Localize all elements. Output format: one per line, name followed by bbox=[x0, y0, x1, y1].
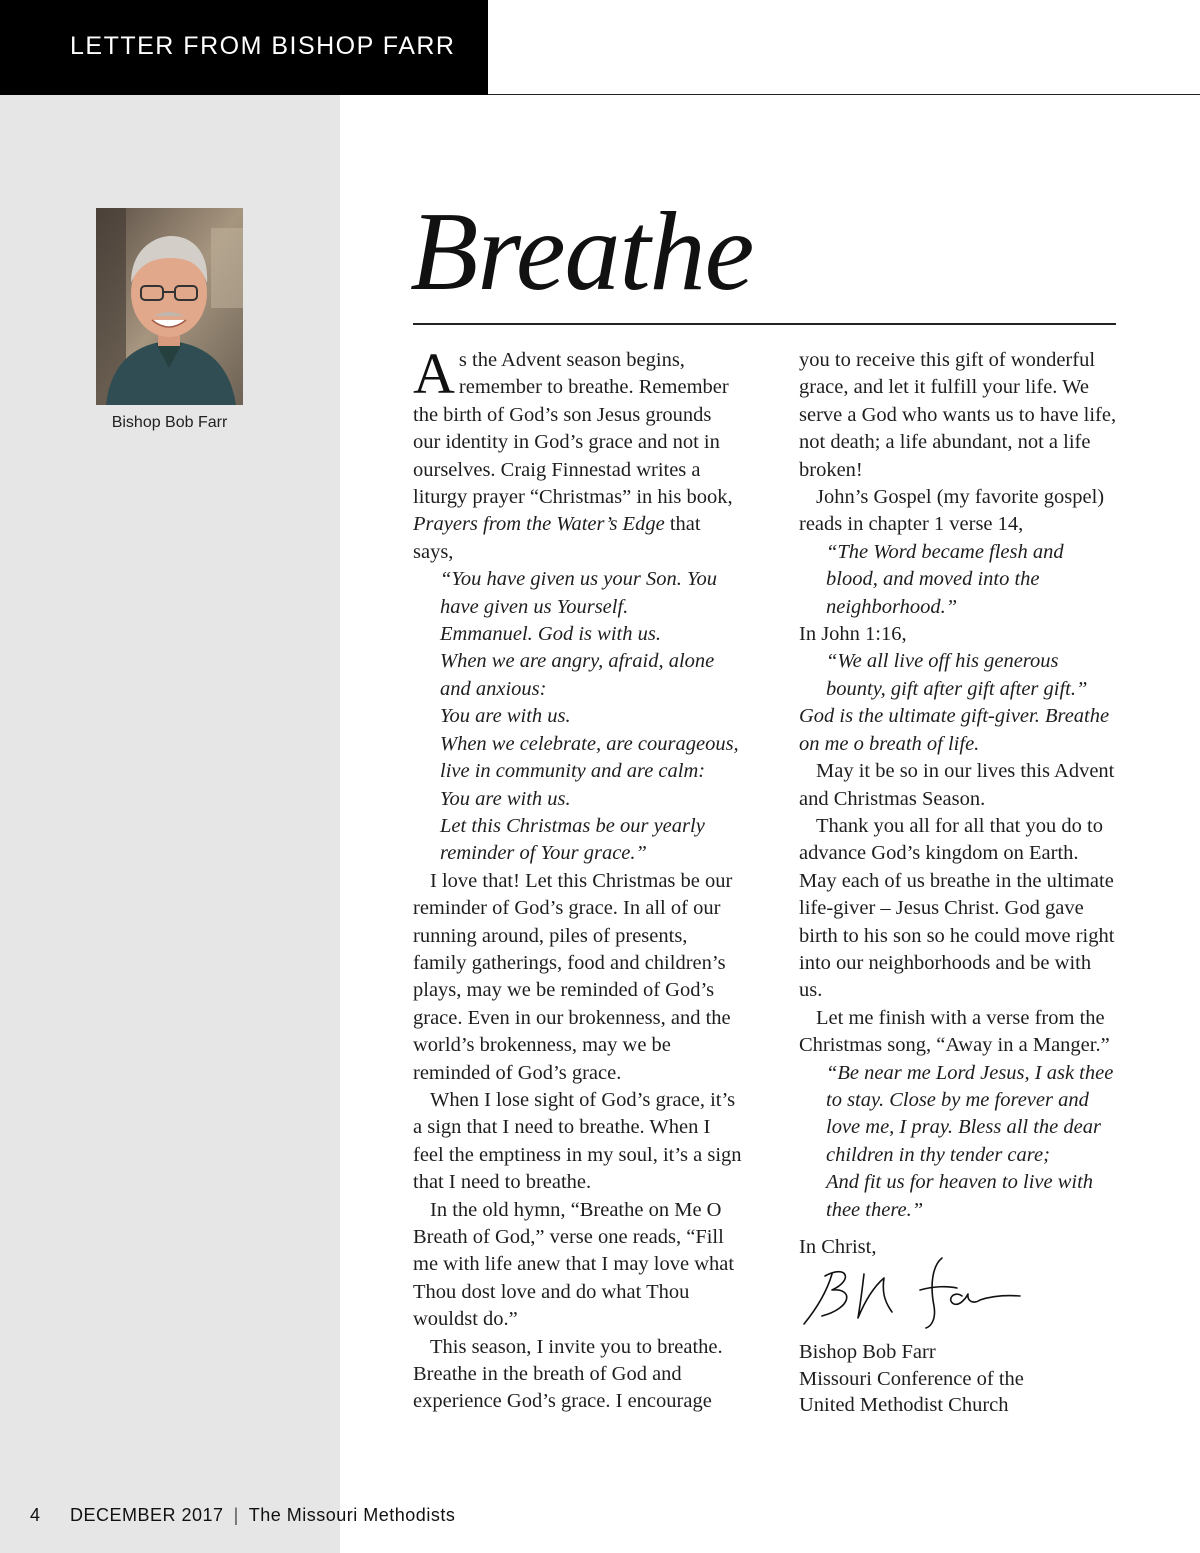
opening-text: s the Advent season begins, remember to breathe. Remember the birth of God’s son Jesus grounds our identity in God’s grace and not in ourselves. Craig Finnestad writes a liturgy prayer “Christmas” in his book, bbox=[413, 349, 733, 509]
issue-date: DECEMBER 2017 bbox=[70, 1505, 224, 1525]
prayer-line: You are with us. bbox=[440, 705, 571, 728]
continued-paragraph: you to receive this gift of wonderful grace, and let it fulfill your life. We serve a God who wants us to have life, not death; a life abundant, not a life broken! bbox=[799, 349, 1117, 481]
scripture-reference: In John 1:16, bbox=[799, 623, 907, 646]
opening-paragraph bbox=[413, 341, 743, 566]
signer-name: Bishop Bob Farr bbox=[799, 1341, 936, 1363]
article-column-1 bbox=[413, 341, 743, 1416]
closing-salutation: In Christ, bbox=[799, 1236, 877, 1258]
header-rule bbox=[488, 94, 1200, 95]
article-title: Breathe bbox=[410, 190, 754, 314]
hymn-verse: “Be near me Lord Jesus, I ask thee to stay. Close by me forever and love me, I pray. Bless all the dear children in thy tender care; bbox=[826, 1061, 1114, 1166]
prayer-line: “You have given us your Son. You have given us Yourself. bbox=[440, 568, 717, 618]
body-paragraph: This season, I invite you to breathe. Breathe in the breath of God and experience God’s grace. I encourage bbox=[413, 1335, 723, 1413]
gospel-intro: John’s Gospel (my favorite gospel) reads in chapter 1 verse 14, bbox=[799, 486, 1105, 536]
opening-text-end: that says, bbox=[413, 513, 701, 563]
signature-block bbox=[799, 1339, 1024, 1419]
scripture-quote: “We all live off his generous bounty, gift after gift after gift.” bbox=[826, 650, 1088, 700]
body-paragraph: In the old hymn, “Breathe on Me O Breath of God,” verse one reads, “Fill me with life anew that I may love what Thou dost love and do what Thou wouldst do.” bbox=[413, 1198, 735, 1331]
book-title: Prayers from the Water’s Edge bbox=[413, 513, 665, 536]
publication-name: The Missouri Methodists bbox=[248, 1505, 456, 1525]
prayer-line: When we celebrate, are courageous, live in community and are calm: bbox=[440, 732, 739, 783]
body-paragraph: When I lose sight of God’s grace, it’s a sign that I need to breathe. When I feel the emptiness in my soul, it’s a sign that I need to breathe. bbox=[413, 1088, 742, 1194]
photo-caption: Bishop Bob Farr bbox=[111, 414, 228, 431]
gift-giver-line: God is the ultimate gift-giver. Breathe on me o breath of life. bbox=[799, 705, 1110, 755]
body-paragraph: May it be so in our lives this Advent and Christmas Season. bbox=[799, 760, 1115, 810]
body-paragraph: Thank you all for all that you do to advance God’s kingdom on Earth. May each of us breathe in the ultimate life-giver – Jesus Christ. God gave birth to his son so he could move right into our neighborhoods and be with us. bbox=[799, 814, 1115, 1002]
body-paragraph: I love that! Let this Christmas be our reminder of God’s grace. In all of our running around, piles of presents, family gatherings, food and children’s plays, may we be reminded of God’s grace. Even in our brokenness, and the world’s brokenness, may we be reminded of God’s grace. bbox=[413, 869, 733, 1084]
prayer-line: Let this Christmas be our yearly reminder of Your grace.” bbox=[440, 814, 705, 865]
section-title: LETTER FROM BISHOP FARR bbox=[70, 32, 456, 60]
signer-title: Missouri Conference of the bbox=[799, 1367, 1024, 1390]
scripture-quote: “The Word became flesh and blood, and moved into the neighborhood.” bbox=[826, 540, 1064, 618]
prayer-line: Emmanuel. God is with us. bbox=[440, 623, 661, 646]
handwritten-signature bbox=[792, 1246, 1032, 1338]
page-number: 4 bbox=[30, 1505, 41, 1525]
body-paragraph: Let me finish with a verse from the Christmas song, “Away in a Manger.” bbox=[799, 1006, 1110, 1057]
footer-separator: | bbox=[233, 1505, 239, 1525]
drop-cap: A bbox=[413, 341, 455, 406]
title-rule bbox=[413, 323, 1116, 325]
prayer-line: You are with us. bbox=[440, 787, 571, 810]
bishop-portrait-photo bbox=[96, 208, 243, 405]
hymn-verse: And fit us for heaven to live with thee there.” bbox=[826, 1171, 1094, 1221]
section-header bbox=[0, 0, 488, 95]
article-column-2 bbox=[799, 347, 1119, 1224]
prayer-line: When we are angry, afraid, alone and anxious: bbox=[440, 650, 715, 700]
signer-organization: United Methodist Church bbox=[799, 1394, 1009, 1416]
page-footer bbox=[30, 1505, 455, 1526]
